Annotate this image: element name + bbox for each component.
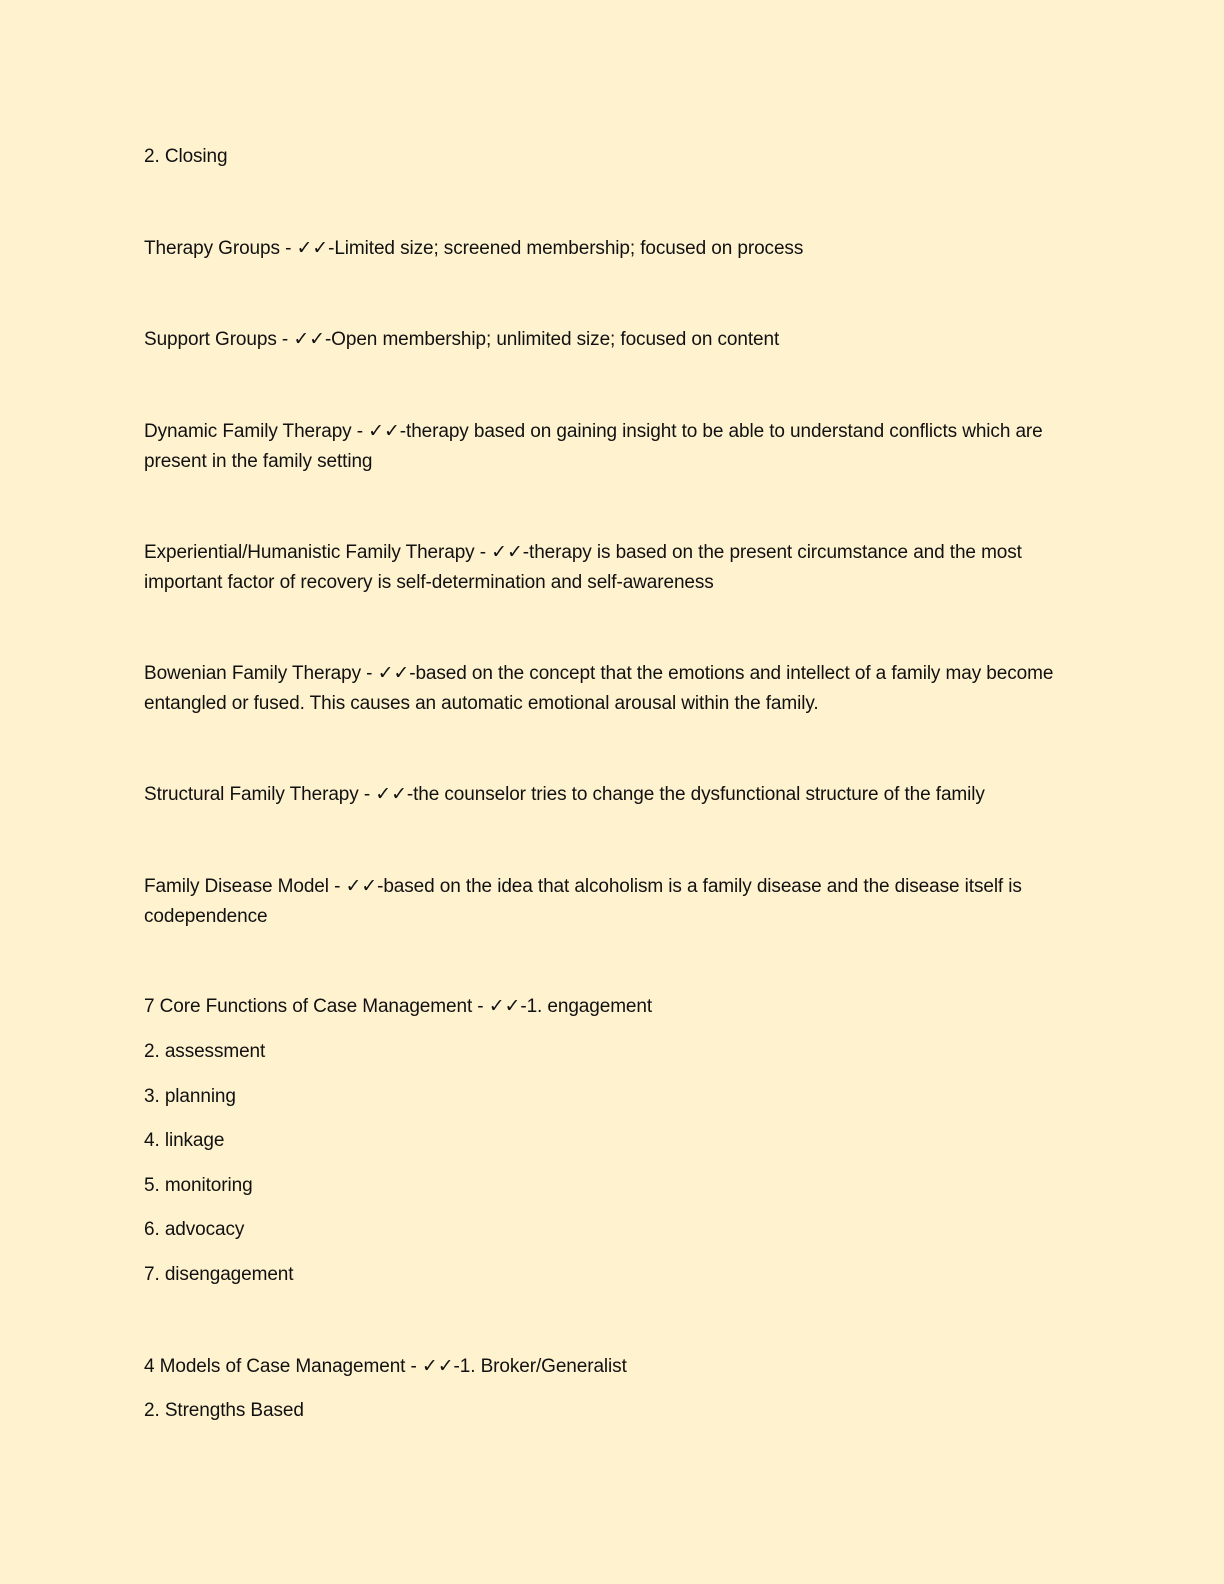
case-management-models-entry: 4 Models of Case Management - ✓✓-1. Broker/Generalist — [144, 1356, 627, 1377]
core-function-item: 4. linkage — [144, 1130, 225, 1151]
closing-line: 2. Closing — [144, 146, 228, 167]
bowenian-family-therapy-entry: Bowenian Family Therapy - ✓✓-based on the concept that the emotions and intellect of a family may become entangled or fused. This causes an automatic emotional arousal within the family. — [144, 663, 1054, 714]
case-management-model-item: 2. Strengths Based — [144, 1400, 304, 1421]
core-function-item: 7. disengagement — [144, 1264, 294, 1285]
support-groups-entry: Support Groups - ✓✓-Open membership; unlimited size; focused on content — [144, 329, 780, 350]
core-function-item: 5. monitoring — [144, 1175, 253, 1196]
experiential-family-therapy-entry: Experiential/Humanistic Family Therapy - ✓✓-therapy is based on the present circumstance and the most important factor of recovery is self-determination and self-awareness — [144, 542, 1022, 593]
core-functions-entry: 7 Core Functions of Case Management - ✓✓-1. engagement — [144, 996, 653, 1017]
core-function-item: 2. assessment — [144, 1041, 266, 1062]
structural-family-therapy-entry: Structural Family Therapy - ✓✓-the counselor tries to change the dysfunctional structure of the family — [144, 784, 985, 805]
dynamic-family-therapy-entry: Dynamic Family Therapy - ✓✓-therapy based on gaining insight to be able to understand conflicts which are present in the family setting — [144, 421, 1043, 472]
core-function-item: 3. planning — [144, 1086, 236, 1107]
family-disease-model-entry: Family Disease Model - ✓✓-based on the idea that alcoholism is a family disease and the disease itself is codependence — [144, 876, 1022, 927]
therapy-groups-entry: Therapy Groups - ✓✓-Limited size; screened membership; focused on process — [144, 238, 804, 259]
core-function-item: 6. advocacy — [144, 1219, 245, 1240]
